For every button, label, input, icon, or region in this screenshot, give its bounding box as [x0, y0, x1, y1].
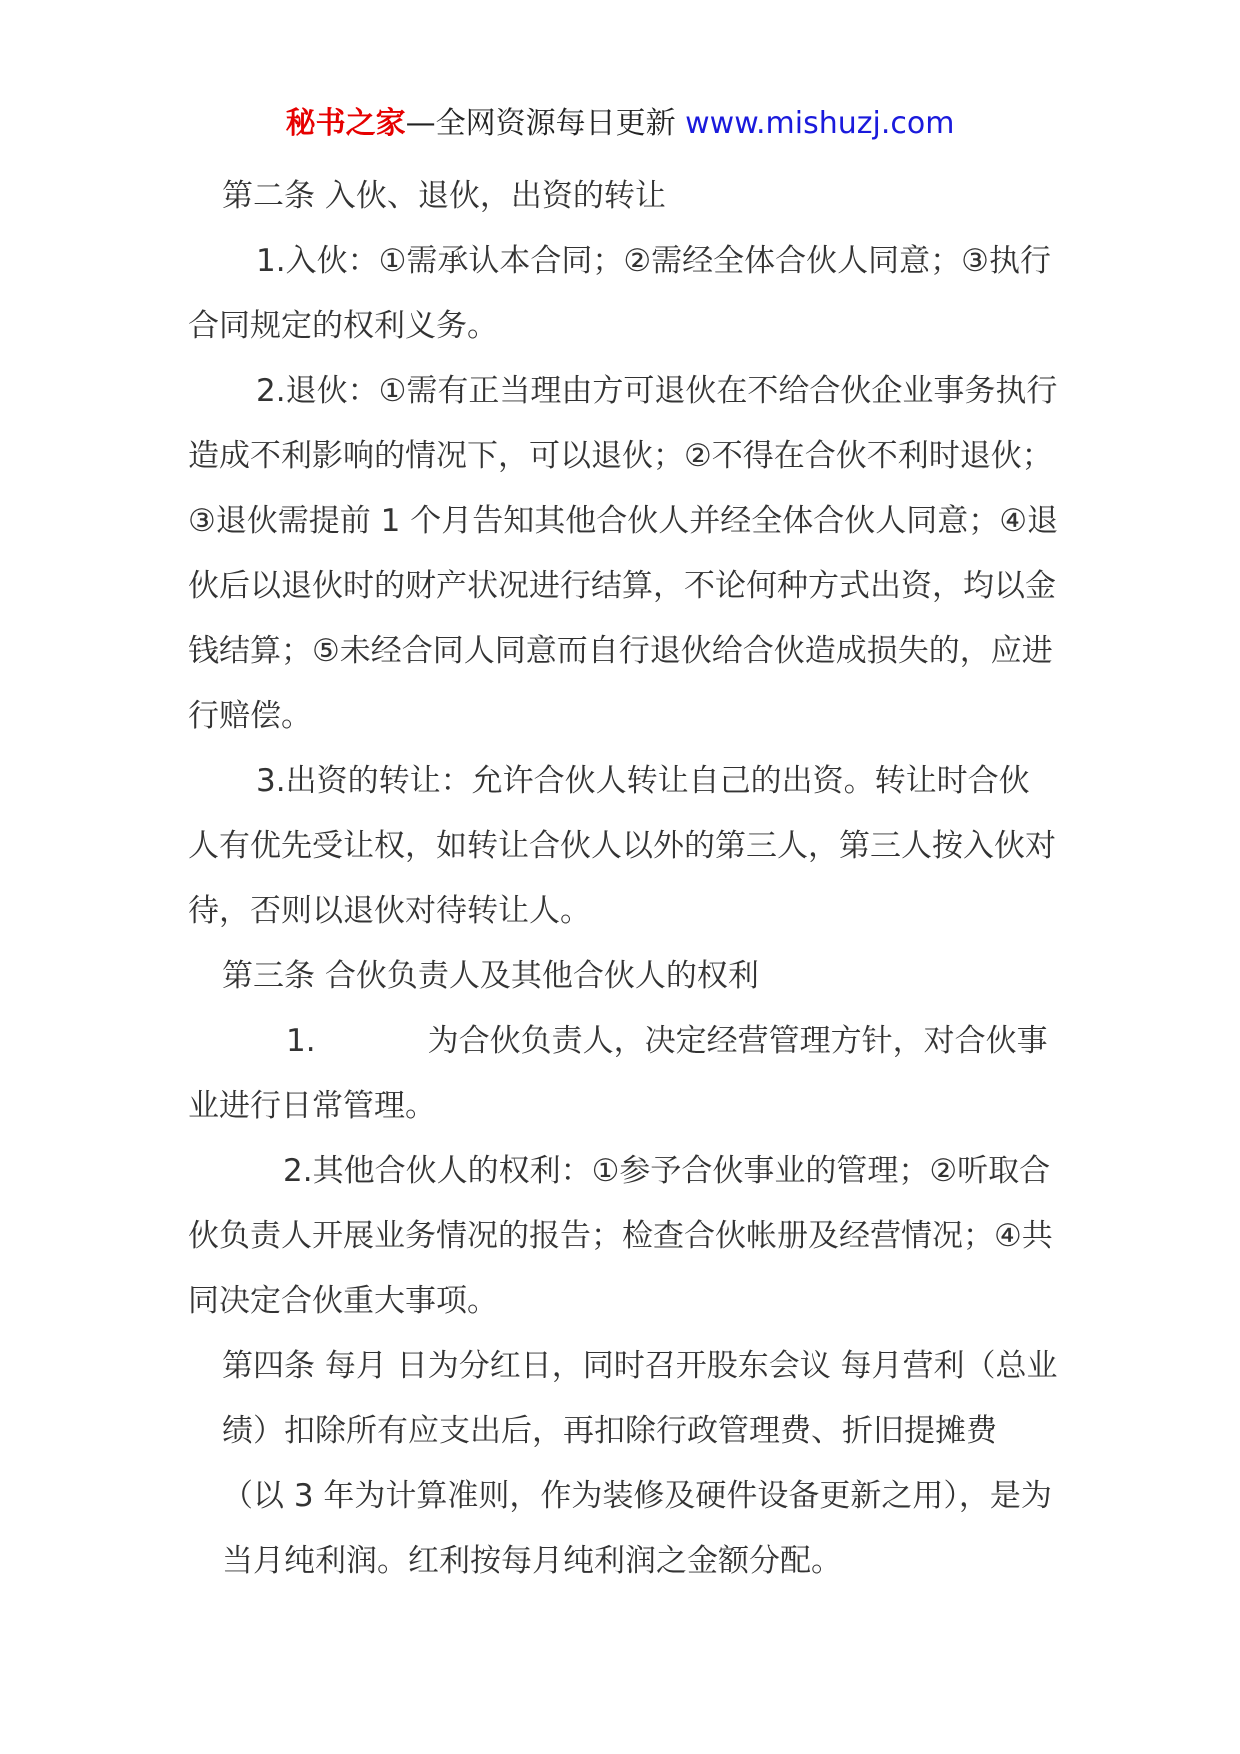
site-url-link[interactable]: www.mishuzj.com [685, 106, 955, 141]
article-2-title: 第二条 入伙、退伙，出资的转让 [222, 178, 666, 214]
article-2-item-3: 3.出资的转让：允许合伙人转让自己的出资。转让时合伙人有优先受让权，如转让合伙人以外的第三人，第三人按入伙对待，否则以退伙对待转让人。 [188, 763, 1056, 929]
article-3-item-2: 2.其他合伙人的权利：①参予合伙事业的管理；②听取合伙负责人开展业务情况的报告；检查合伙帐册及经营情况；④共同决定合伙重大事项。 [188, 1153, 1053, 1319]
article-3-item-1-number: 1. [286, 1023, 316, 1059]
article-3-item-1-text: 为合伙负责人，决定经营管理方针，对合伙事业进行日常管理。 [188, 1023, 1048, 1124]
document-body [188, 164, 1058, 1594]
article-2-item-2: 2.退伙：①需有正当理由方可退伙在不给合伙企业事务执行造成不利影响的情况下，可以退伙；②不得在合伙不利时退伙；③退伙需提前 1 个月告知其他合伙人并经全体合伙人同意；④退伙后以退伙时的财产状况进行结算，不论何种方式出资，均以金钱结算；⑤未经合同人同意而自行退伙给合伙造成损失的，应进行赔偿。 [188, 373, 1059, 734]
article-3-item-1 [188, 1009, 1058, 1139]
article-2-item-1: 1.入伙：①需承认本合同；②需经全体合伙人同意；③执行合同规定的权利义务。 [188, 243, 1051, 344]
article-3-title: 第三条 合伙负责人及其他合伙人的权利 [222, 958, 759, 994]
article-4: 第四条 每月 日为分红日，同时召开股东会议 每月营利（总业绩）扣除所有应支出后，再扣除行政管理费、折旧提摊费（以 3 年为计算准则，作为装修及硬件设备更新之用），是为当月纯利润。红利按每月纯利润之金额分配。 [222, 1348, 1058, 1579]
brand-name: 秘书之家 [285, 106, 406, 141]
site-header [0, 100, 1240, 148]
header-slogan: —全网资源每日更新 [405, 106, 676, 141]
